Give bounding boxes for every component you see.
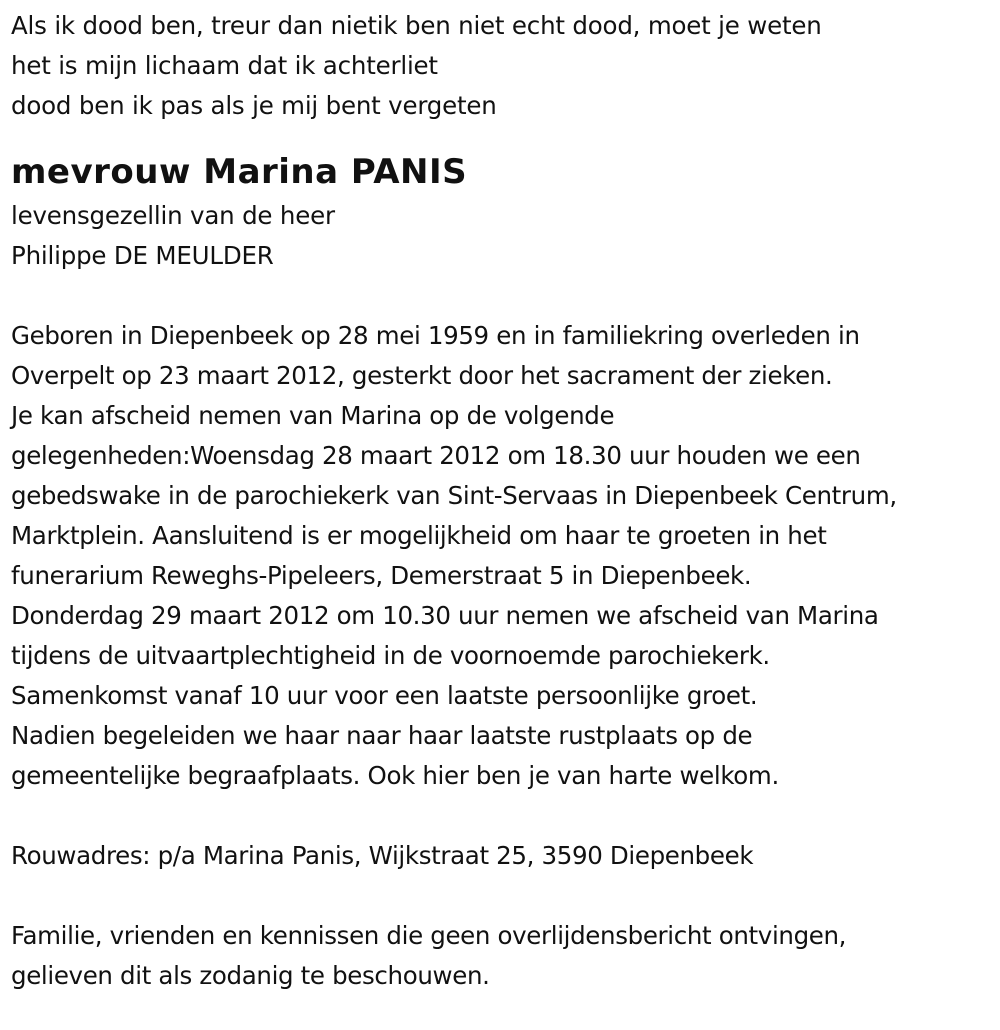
spacer xyxy=(11,276,1000,316)
body-line: Geboren in Diepenbeek op 28 mei 1959 en in familiekring overleden in xyxy=(11,321,860,350)
mourning-address: Rouwadres: p/a Marina Panis, Wijkstraat 25, 3590 Diepenbeek xyxy=(11,841,754,870)
closing-note xyxy=(11,916,1000,996)
spacer xyxy=(11,796,1000,836)
poem xyxy=(11,6,1000,126)
body-line: gelegenheden:Woensdag 28 maart 2012 om 18.30 uur houden we een xyxy=(11,441,861,470)
body-line: Je kan afscheid nemen van Marina op de volgende xyxy=(11,401,615,430)
body-line: tijdens de uitvaartplechtigheid in de voornoemde parochiekerk. xyxy=(11,641,770,670)
poem-line: het is mijn lichaam dat ik achterliet xyxy=(11,51,438,80)
body-line: Donderdag 29 maart 2012 om 10.30 uur nemen we afscheid van Marina xyxy=(11,601,879,630)
body-line: Samenkomst vanaf 10 uur voor een laatste persoonlijke groet. xyxy=(11,681,758,710)
deceased-name: mevrouw Marina PANIS xyxy=(11,152,468,192)
body-line: gebedswake in de parochiekerk van Sint-Servaas in Diepenbeek Centrum, xyxy=(11,481,897,510)
body-line: Overpelt op 23 maart 2012, gesterkt door het sacrament der zieken. xyxy=(11,361,833,390)
partner-name: Philippe DE MEULDER xyxy=(11,241,274,270)
spacer xyxy=(11,126,1000,146)
body-line: Marktplein. Aansluitend is er mogelijkheid om haar te groeten in het xyxy=(11,521,827,550)
poem-line: Als ik dood ben, treur dan nietik ben niet echt dood, moet je weten xyxy=(11,11,822,40)
announcement-body xyxy=(11,316,1000,796)
poem-line: dood ben ik pas als je mij bent vergeten xyxy=(11,91,497,120)
body-line: gemeentelijke begraafplaats. Ook hier ben je van harte welkom. xyxy=(11,761,779,790)
relation-line: levensgezellin van de heer xyxy=(11,201,335,230)
body-line: funerarium Reweghs-Pipeleers, Demerstraat 5 in Diepenbeek. xyxy=(11,561,752,590)
spacer xyxy=(11,876,1000,916)
body-line: Nadien begeleiden we haar naar haar laatste rustplaats op de xyxy=(11,721,753,750)
closing-line: gelieven dit als zodanig te beschouwen. xyxy=(11,961,490,990)
closing-line: Familie, vrienden en kennissen die geen overlijdensbericht ontvingen, xyxy=(11,921,847,950)
